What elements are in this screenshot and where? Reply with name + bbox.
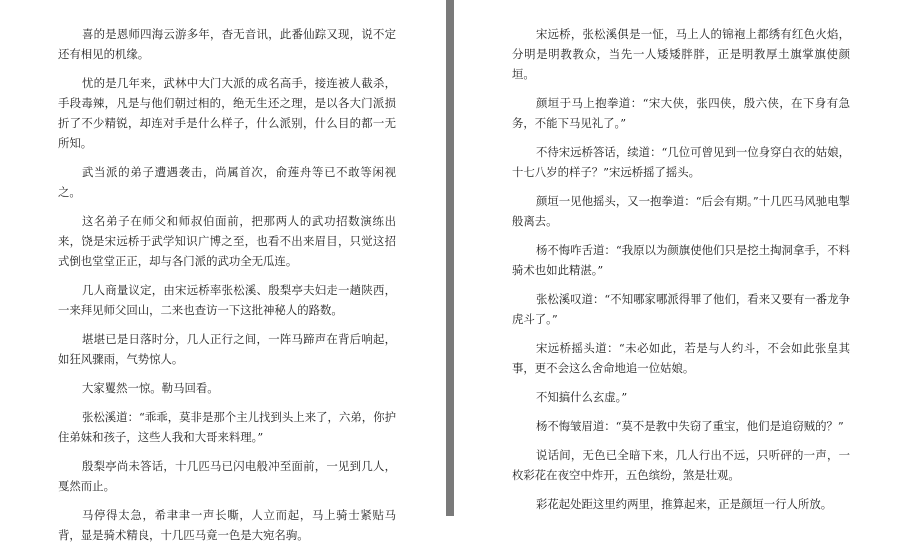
- paragraph: 说话间，无色已全暗下来，几人行出不远，只听砰的一声，一枚彩花在夜空中炸开，五色缤纷，煞是壮观。: [512, 448, 850, 482]
- paragraph: 杨不悔咋舌道：“我原以为颜旗使他们只是挖土掏洞拿手，不料骑术也如此精湛。”: [512, 243, 850, 277]
- paragraph: 不知搞什么玄虚。”: [535, 390, 628, 404]
- paragraph: 颜垣一见他摇头，又一抱拳道：“后会有期。”十几匹马风驰电掣般离去。: [512, 194, 850, 228]
- paragraph: 颜垣于马上抱拳道：“宋大侠，张四侠，殷六侠，在下身有急务，不能下马见礼了。”: [512, 96, 850, 130]
- paragraph: 忧的是几年来，武林中大门大派的成名高手，接连被人截杀，手段毒辣，凡是与他们朝过相的，绝无生还之理，是以各大门派损折了不少精锐，却连对手是什么样子，什么派别，什么目的都一无所知。: [58, 76, 396, 150]
- page-divider: [446, 0, 454, 516]
- paragraph: 张松溪叹道：“不知哪家哪派得罪了他们，看来又要有一番龙争虎斗了。”: [512, 292, 850, 326]
- paragraph: 这名弟子在师父和师叔伯面前，把那两人的武功招数演练出来，饶是宋远桥于武学知识广博之至，也看不出来眉目，只觉这招式倒也堂堂正正，却与各门派的武功全无瓜连。: [58, 214, 396, 268]
- right-page: [454, 0, 900, 516]
- paragraph: 彩花起处距这里约两里，推算起来，正是颜垣一行人所放。: [535, 497, 833, 511]
- paragraph: 大家矍然一惊。勒马回看。: [81, 381, 219, 395]
- paragraph: 喜的是恩师四海云游多年，杳无音讯，此番仙踪又现，说不定还有相见的机缘。: [58, 27, 396, 61]
- paragraph: 武当派的弟子遭遇袭击，尚属首次，俞莲舟等已不敢等闲视之。: [58, 165, 396, 199]
- left-page: [0, 0, 446, 542]
- paragraph: 宋远桥，张松溪俱是一怔，马上人的锦袍上都绣有红色火焰，分明是明教教众，当先一人矮矮胖胖，正是明教厚土旗掌旗使颜垣。: [512, 27, 850, 81]
- paragraph: 张松溪道：“乖乖，莫非是那个主儿找到头上来了，六弟，你护住弟妹和孩子，这些人我和大哥来料理。”: [58, 410, 396, 444]
- paragraph: 马停得太急，希聿聿一声长嘶，人立而起，马上骑士紧贴马背，显是骑术精良，十几匹马竟一色是大宛名驹。: [58, 508, 396, 542]
- paragraph: 不待宋远桥答话，续道：“几位可曾见到一位身穿白衣的姑娘，十七八岁的样子？”宋远桥摇了摇头。: [512, 145, 850, 179]
- paragraph: 宋远桥摇头道：“未必如此，若是与人约斗，不会如此张皇其事，更不会这么舍命地追一位姑娘。: [512, 341, 850, 375]
- paragraph: 殷梨亭尚未答话，十几匹马已闪电般冲至面前，一见到几人，戛然而止。: [58, 459, 396, 493]
- paragraph: 杨不悔皱眉道：“莫不是教中失窃了重宝，他们是追窃贼的？”: [535, 419, 844, 433]
- paragraph: 几人商量议定，由宋远桥率张松溪、殷梨亭夫妇走一趟陕西，一来拜见师父回山，二来也查访一下这批神秘人的路数。: [58, 283, 396, 317]
- paragraph: 堪堪已是日落时分，几人正行之间，一阵马蹄声在背后响起，如狂风骤雨，气势惊人。: [58, 332, 396, 366]
